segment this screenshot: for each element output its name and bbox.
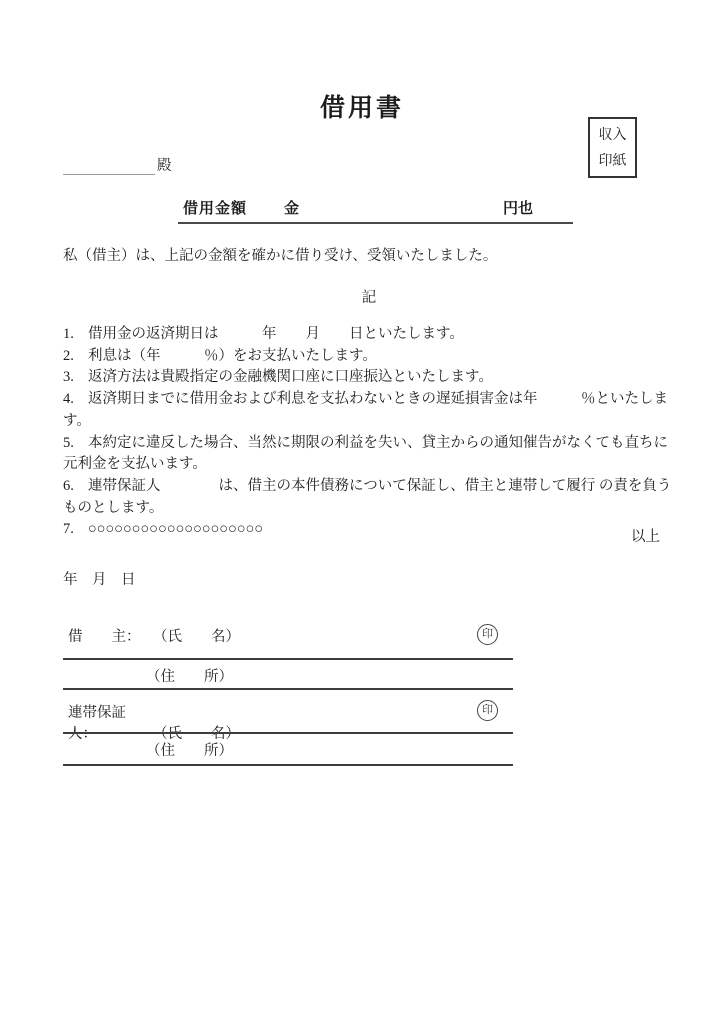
borrower-address-row: （住 所） (146, 669, 233, 685)
addressee-blank-field (63, 157, 155, 175)
revenue-stamp-line2: 印紙 (598, 154, 627, 169)
section-marker: 記 (361, 290, 377, 306)
term-number: 5. (63, 434, 74, 451)
term-number: 6. (63, 477, 74, 494)
date-line: 年 月 日 (63, 572, 136, 588)
term-text: ○○○○○○○○○○○○○○○○○○○○ (88, 521, 264, 538)
term-text: 本約定に違反した場合、当然に期限の利益を失い、貸主からの通知催告がなくても直ちに元利金を支払います。 (63, 434, 668, 473)
guarantor-address-signature-line (63, 764, 513, 766)
borrower-seal-icon: 印 (477, 624, 498, 645)
closing-marker: 以上 (631, 529, 660, 545)
term-item-2 (63, 346, 676, 368)
term-item-3 (63, 367, 676, 389)
term-number: 3. (63, 369, 74, 386)
terms-list (63, 324, 676, 541)
guarantor-role-label: 連帯保証人： (68, 705, 126, 742)
guarantor-name-row (68, 701, 240, 743)
document-title: 借用書 (319, 94, 404, 122)
revenue-stamp-line1: 収入 (598, 128, 627, 143)
loan-amount-suffix: 円也 (503, 200, 534, 217)
loan-amount-row (178, 194, 573, 224)
guarantor-address-row: （住 所） (146, 743, 233, 759)
term-text: 返済方法は貴殿指定の金融機関口座に口座振込といたします。 (88, 369, 493, 386)
borrower-name-signature-line (63, 658, 513, 660)
borrower-address-signature-line (63, 688, 513, 690)
term-text: 返済期日までに借用金および利息を支払わないときの遅延損害金は年 ％といたします。 (63, 391, 668, 429)
term-text: 借用金の返済期日は 年 月 日といたします。 (88, 326, 464, 342)
guarantor-name-signature-line (63, 732, 513, 734)
borrower-name-label: （氏 名） (153, 629, 240, 645)
term-number: 2. (63, 347, 74, 364)
term-text: 連帯保証人 は、借主の本件債務について保証し、借主と連帯して履行 の責を負うものとします。 (63, 477, 672, 516)
term-item-1 (63, 324, 676, 346)
revenue-stamp-box (588, 117, 637, 178)
borrower-role-label: 借 主： (68, 629, 141, 645)
addressee-line (63, 154, 172, 174)
term-item-6 (63, 476, 676, 519)
term-text: 利息は（年 ％）をお支払いたします。 (88, 347, 377, 364)
term-number: 4. (63, 391, 74, 408)
term-item-4 (63, 389, 676, 432)
intro-sentence: 私（借主）は、上記の金額を確かに借り受け、受領いたしました。 (63, 248, 498, 264)
loan-amount-label: 借用金額 (183, 200, 248, 217)
guarantor-seal-icon: 印 (477, 700, 498, 721)
loan-amount-prefix: 金 (284, 200, 300, 217)
term-number: 7. (63, 521, 74, 538)
guarantor-name-label: （氏 名） (153, 726, 240, 742)
borrower-name-row (68, 625, 240, 646)
addressee-suffix: 殿 (157, 158, 172, 174)
term-number: 1. (63, 326, 74, 342)
term-item-5 (63, 433, 676, 476)
